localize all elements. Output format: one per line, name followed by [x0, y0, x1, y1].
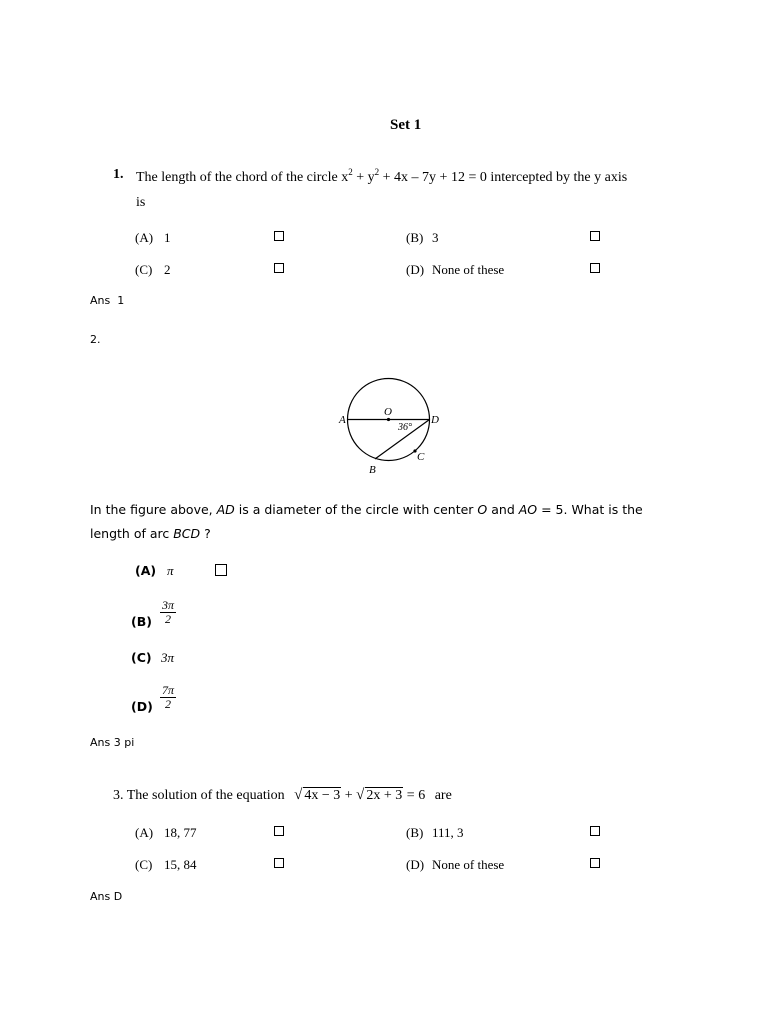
page-title: Set 1 — [390, 117, 422, 133]
q1-option-d-checkbox[interactable] — [590, 263, 600, 273]
question-1-number: 1. — [113, 167, 124, 182]
text-segment: AD — [216, 502, 235, 517]
option-label: (D) — [131, 699, 153, 714]
superscript: 2 — [374, 167, 380, 177]
option-value: 3π — [161, 650, 175, 665]
question-2-text — [90, 502, 643, 517]
equation — [294, 788, 429, 803]
text-segment: = 5. What is the — [537, 502, 643, 517]
fraction-denominator: 2 — [165, 697, 171, 711]
label-d: D — [431, 414, 439, 426]
option-label: (D) — [406, 857, 425, 872]
option-value: 15, 84 — [164, 857, 197, 872]
radical-sign: √ — [294, 787, 303, 803]
option-value: None of these — [432, 262, 505, 277]
label-a: A — [339, 414, 346, 426]
radicand-2: 2x + 3 — [366, 788, 403, 803]
text-segment: AO — [518, 502, 538, 517]
superscript: 2 — [348, 167, 353, 177]
q3-option-a-checkbox[interactable] — [274, 826, 284, 836]
option-value: 111, 3 — [432, 825, 464, 840]
option-fraction — [160, 599, 176, 626]
equation-rhs: = 6 — [406, 788, 426, 803]
option-value: None of these — [432, 857, 505, 872]
question-1-text-end: + 4x – 7y + 12 = 0 intercepted by the y axis — [379, 170, 628, 185]
question-2-number: 2. — [90, 333, 101, 346]
q1-option-c-checkbox[interactable] — [274, 263, 284, 273]
option-fraction — [160, 684, 176, 711]
question-3-text-end: are — [434, 788, 452, 803]
q2-option-a-checkbox[interactable] — [215, 564, 227, 576]
question-3-text — [113, 787, 452, 804]
text-segment: length of arc — [90, 526, 174, 541]
option-label: (B) — [406, 230, 424, 245]
label-angle: 36° — [398, 422, 412, 433]
fraction-numerator: 7π — [162, 683, 175, 697]
question-1-text-mid: + y — [352, 170, 375, 185]
text-segment: is a diameter of the circle with center — [234, 502, 478, 517]
q3-option-d-checkbox[interactable] — [590, 858, 600, 868]
option-label: (C) — [131, 650, 152, 665]
circle-figure — [330, 368, 450, 478]
radicand-1: 4x − 3 — [304, 788, 341, 803]
option-value: 2 — [164, 262, 171, 277]
option-label: (C) — [135, 262, 153, 277]
q1-option-b-checkbox[interactable] — [590, 231, 600, 241]
option-value: 3 — [432, 230, 439, 245]
question-3-answer: Ans D — [90, 890, 123, 903]
question-2-answer: Ans 3 pi — [90, 736, 135, 749]
option-label: (C) — [135, 857, 153, 872]
label-c: C — [417, 451, 425, 463]
question-1-text-start: The length of the chord of the circle x — [136, 170, 349, 185]
q1-option-a-checkbox[interactable] — [274, 231, 284, 241]
option-label: (A) — [135, 825, 154, 840]
question-3-text-start: 3. The solution of the equation — [113, 788, 285, 803]
q3-option-b-checkbox[interactable] — [590, 826, 600, 836]
option-value: π — [167, 563, 174, 578]
option-label: (B) — [131, 614, 152, 629]
label-o: O — [384, 406, 392, 418]
option-label: (A) — [135, 563, 157, 578]
fraction-numerator: 3π — [162, 598, 175, 612]
option-label: (D) — [406, 262, 425, 277]
option-label: (A) — [135, 230, 154, 245]
question-2-text-line2 — [90, 526, 211, 541]
plus-sign: + — [344, 788, 353, 803]
q3-option-c-checkbox[interactable] — [274, 858, 284, 868]
text-segment: and — [487, 502, 519, 517]
option-label: (B) — [406, 825, 424, 840]
text-segment: In the figure above, — [90, 502, 217, 517]
text-segment: O — [477, 502, 488, 517]
radical-sign: √ — [356, 787, 365, 803]
label-b: B — [369, 464, 376, 476]
question-1-text-line2: is — [136, 195, 146, 210]
question-1-answer: Ans 1 — [90, 294, 125, 307]
fraction-denominator: 2 — [165, 612, 171, 626]
question-1-text — [136, 167, 627, 186]
text-segment: ? — [200, 526, 211, 541]
option-value: 18, 77 — [164, 825, 197, 840]
center-dot — [387, 418, 390, 421]
text-segment: BCD — [173, 526, 201, 541]
option-value: 1 — [164, 230, 171, 245]
